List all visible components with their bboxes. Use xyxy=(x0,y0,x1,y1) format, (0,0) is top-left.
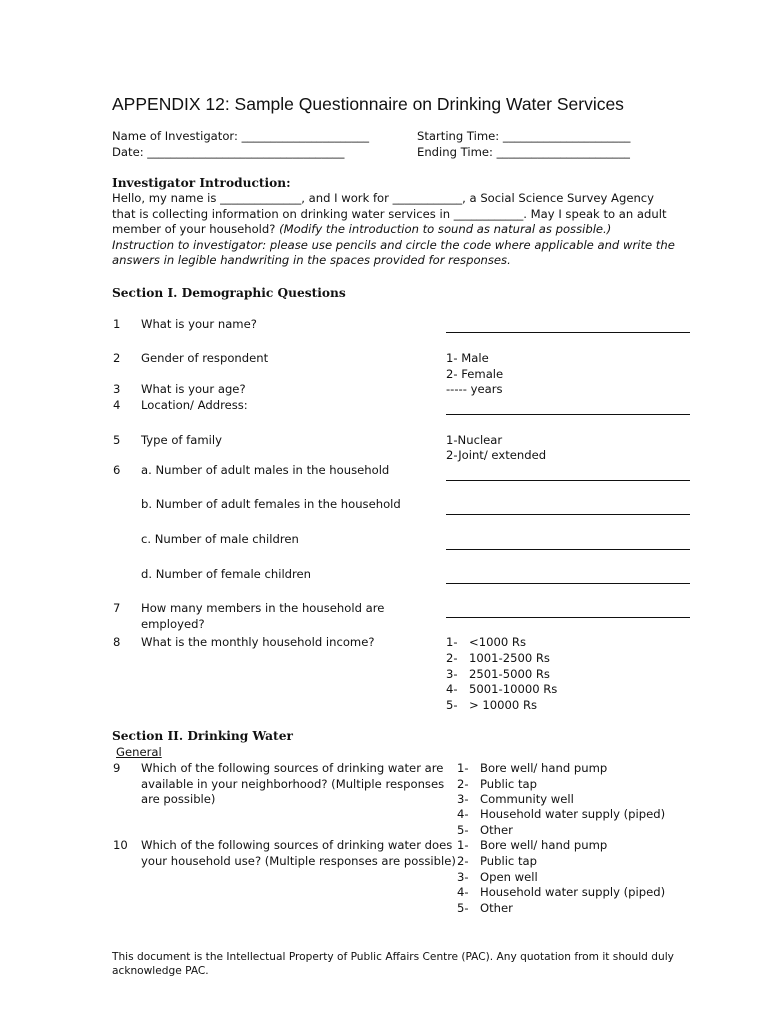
question-number: 10 xyxy=(113,838,128,852)
source-option-number: 1- xyxy=(457,838,469,852)
source-option[interactable]: Public tap xyxy=(480,777,538,791)
question-number: 3 xyxy=(113,382,121,396)
question-adult-females: b. Number of adult females in the household xyxy=(141,497,401,511)
source-option-number: 3- xyxy=(457,870,469,884)
intro-line-1: Hello, my name is ______________, and I work for ____________, a Social Science Survey Agency xyxy=(112,191,655,205)
source-option-number: 1- xyxy=(457,761,469,775)
starting-time-field: Starting Time: ______________________ xyxy=(417,129,631,143)
source-option-number: 5- xyxy=(457,901,469,915)
source-option-number: 4- xyxy=(457,885,469,899)
source-option[interactable]: Community well xyxy=(480,792,574,806)
question-sources-available-line-3: are possible) xyxy=(141,792,216,806)
source-option[interactable]: Other xyxy=(480,901,513,915)
source-option-number: 4- xyxy=(457,807,469,821)
document-title: APPENDIX 12: Sample Questionnaire on Drinking Water Services xyxy=(112,94,624,114)
question-sources-used-line-2: your household use? (Multiple responses are possible) xyxy=(141,854,456,868)
instruction-line-1: Instruction to investigator: please use pencils and circle the code where applicable and write the xyxy=(112,238,675,252)
income-option[interactable]: > 10000 Rs xyxy=(469,698,538,712)
source-option[interactable]: Open well xyxy=(480,870,538,884)
source-option[interactable]: Household water supply (piped) xyxy=(480,807,666,821)
section-2-subheading: General xyxy=(116,745,162,759)
answer-line-location[interactable] xyxy=(446,414,690,415)
question-location: Location/ Address: xyxy=(141,398,248,412)
question-age: What is your age? xyxy=(141,382,246,396)
option-male[interactable]: 1- Male xyxy=(446,351,489,365)
source-option[interactable]: Other xyxy=(480,823,513,837)
investigator-name-field: Name of Investigator: ______________________ xyxy=(112,129,370,143)
question-family-type: Type of family xyxy=(141,433,222,447)
answer-line-adult-females[interactable] xyxy=(446,514,690,515)
question-number: 7 xyxy=(113,601,121,615)
source-option[interactable]: Household water supply (piped) xyxy=(480,885,666,899)
option-female[interactable]: 2- Female xyxy=(446,367,504,381)
question-number: 5 xyxy=(113,433,121,447)
income-option[interactable]: <1000 Rs xyxy=(469,635,527,649)
income-option[interactable]: 1001-2500 Rs xyxy=(469,651,550,665)
intro-heading: Investigator Introduction: xyxy=(112,176,291,190)
source-option[interactable]: Public tap xyxy=(480,854,538,868)
question-female-children: d. Number of female children xyxy=(141,567,312,581)
income-option[interactable]: 5001-10000 Rs xyxy=(469,682,558,696)
income-option-number: 5- xyxy=(446,698,458,712)
section-2-heading: Section II. Drinking Water xyxy=(112,729,293,743)
question-employed-line-1: How many members in the household are xyxy=(141,601,385,615)
answer-line-male-children[interactable] xyxy=(446,549,690,550)
source-option-number: 5- xyxy=(457,823,469,837)
footer-line-2: acknowledge PAC. xyxy=(112,965,209,977)
answer-line-adult-males[interactable] xyxy=(446,480,690,481)
question-male-children: c. Number of male children xyxy=(141,532,299,546)
option-nuclear[interactable]: 1-Nuclear xyxy=(446,433,503,447)
income-option-number: 4- xyxy=(446,682,458,696)
source-option-number: 2- xyxy=(457,777,469,791)
income-option[interactable]: 2501-5000 Rs xyxy=(469,667,550,681)
answer-age[interactable]: ----- years xyxy=(446,382,503,396)
income-option-number: 2- xyxy=(446,651,458,665)
question-sources-available-line-1: Which of the following sources of drinking water are xyxy=(141,761,444,775)
question-income: What is the monthly household income? xyxy=(141,635,375,649)
instruction-line-2: answers in legible handwriting in the spaces provided for responses. xyxy=(112,253,511,267)
source-option[interactable]: Bore well/ hand pump xyxy=(480,838,608,852)
date-field: Date: __________________________________ xyxy=(112,145,345,159)
question-number: 9 xyxy=(113,761,121,775)
option-joint[interactable]: 2-Joint/ extended xyxy=(446,448,547,462)
question-number: 8 xyxy=(113,635,121,649)
question-sources-available-line-2: available in your neighborhood? (Multiple responses xyxy=(141,777,445,791)
answer-line-employed[interactable] xyxy=(446,617,690,618)
intro-line-2: that is collecting information on drinking water services in ____________. May I speak to an adult xyxy=(112,207,667,221)
source-option-number: 2- xyxy=(457,854,469,868)
answer-line-female-children[interactable] xyxy=(446,583,690,584)
intro-note: (Modify the introduction to sound as natural as possible.) xyxy=(279,222,612,236)
section-1-heading: Section I. Demographic Questions xyxy=(112,286,346,300)
source-option-number: 3- xyxy=(457,792,469,806)
question-number: 6 xyxy=(113,463,121,477)
question-gender: Gender of respondent xyxy=(141,351,269,365)
question-sources-used-line-1: Which of the following sources of drinking water does xyxy=(141,838,453,852)
question-number: 2 xyxy=(113,351,121,365)
footer-line-1: This document is the Intellectual Property of Public Affairs Centre (PAC). Any quotation from it should duly xyxy=(112,951,674,963)
source-option[interactable]: Bore well/ hand pump xyxy=(480,761,608,775)
question-employed-line-2: employed? xyxy=(141,617,205,631)
question-adult-males: a. Number of adult males in the household xyxy=(141,463,390,477)
question-number: 1 xyxy=(113,317,121,331)
ending-time-field: Ending Time: _______________________ xyxy=(417,145,630,159)
income-option-number: 1- xyxy=(446,635,458,649)
intro-line-3-text: member of your household? xyxy=(112,222,280,236)
question-number: 4 xyxy=(113,398,121,412)
income-option-number: 3- xyxy=(446,667,458,681)
question-name: What is your name? xyxy=(141,317,257,331)
answer-line-name[interactable] xyxy=(446,332,690,333)
intro-line-3 xyxy=(112,222,611,238)
